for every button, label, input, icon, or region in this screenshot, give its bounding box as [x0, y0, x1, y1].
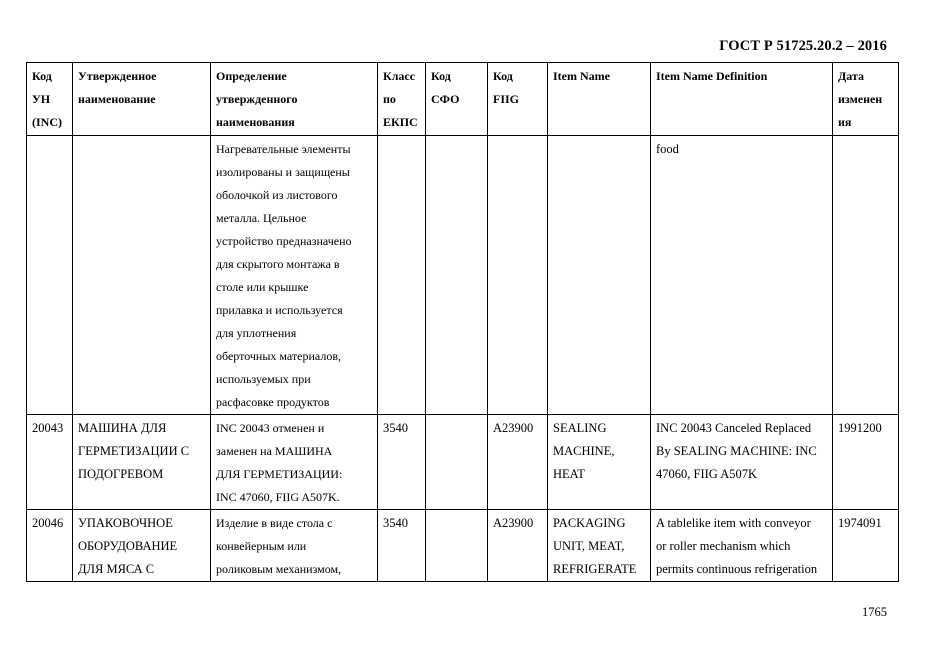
catalog-table: [26, 62, 899, 582]
cell-definition: Нагревательные элементы изолированы и защищены оболочкой из листового металла. Цельное устройство предназначено для скрытого монтажа в столе или крышке прилавка и используется для уплотнения оберточных материалов, используемых при расфасовке продуктов: [211, 136, 378, 415]
document-header: ГОСТ Р 51725.20.2 – 2016: [719, 38, 887, 54]
column-header-sfo-code: Код СФО: [426, 63, 488, 136]
cell-item-name-definition: food: [651, 136, 833, 415]
cell-item-name-definition: A tablelike item with conveyor or roller mechanism which permits continuous refrigeration: [651, 510, 833, 582]
cell-inc: [27, 136, 73, 415]
cell-item-name: PACKAGING UNIT, MEAT, REFRIGERATE: [548, 510, 651, 582]
column-header-inc: Код УН (INC): [27, 63, 73, 136]
cell-change-date: [833, 136, 899, 415]
cell-sfo-code: [426, 415, 488, 510]
cell-fiig-code: [488, 136, 548, 415]
cell-item-name-definition: INC 20043 Canceled Replaced By SEALING MACHINE: INC 47060, FIIG A507K: [651, 415, 833, 510]
column-header-item-name: Item Name: [548, 63, 651, 136]
cell-sfo-code: [426, 136, 488, 415]
column-header-ekps-class: Класс по ЕКПС: [378, 63, 426, 136]
page-number: 1765: [862, 605, 887, 619]
cell-approved-name: УПАКОВОЧНОЕ ОБОРУДОВАНИЕ ДЛЯ МЯСА С: [73, 510, 211, 582]
cell-definition: INC 20043 отменен и заменен на МАШИНА ДЛЯ ГЕРМЕТИЗАЦИИ: INC 47060, FIIG A507K.: [211, 415, 378, 510]
cell-definition: Изделие в виде стола с конвейерным или роликовым механизмом,: [211, 510, 378, 582]
cell-ekps-class: [378, 136, 426, 415]
cell-ekps-class: 3540: [378, 415, 426, 510]
cell-change-date: 1991200: [833, 415, 899, 510]
column-header-item-name-definition: Item Name Definition: [651, 63, 833, 136]
cell-fiig-code: A23900: [488, 510, 548, 582]
cell-approved-name: [73, 136, 211, 415]
cell-inc: 20046: [27, 510, 73, 582]
column-header-fiig-code: Код FIIG: [488, 63, 548, 136]
cell-ekps-class: 3540: [378, 510, 426, 582]
table-row: [27, 415, 899, 510]
table-header-row: [27, 63, 899, 136]
column-header-change-date: Дата изменен ия: [833, 63, 899, 136]
cell-sfo-code: [426, 510, 488, 582]
cell-approved-name: МАШИНА ДЛЯ ГЕРМЕТИЗАЦИИ С ПОДОГРЕВОМ: [73, 415, 211, 510]
cell-inc: 20043: [27, 415, 73, 510]
column-header-definition: Определение утвержденного наименования: [211, 63, 378, 136]
cell-item-name: [548, 136, 651, 415]
cell-item-name: SEALING MACHINE, HEAT: [548, 415, 651, 510]
cell-fiig-code: A23900: [488, 415, 548, 510]
table-row: [27, 510, 899, 582]
table-row-continuation: [27, 136, 899, 415]
cell-change-date: 1974091: [833, 510, 899, 582]
column-header-approved-name: Утвержденное наименование: [73, 63, 211, 136]
